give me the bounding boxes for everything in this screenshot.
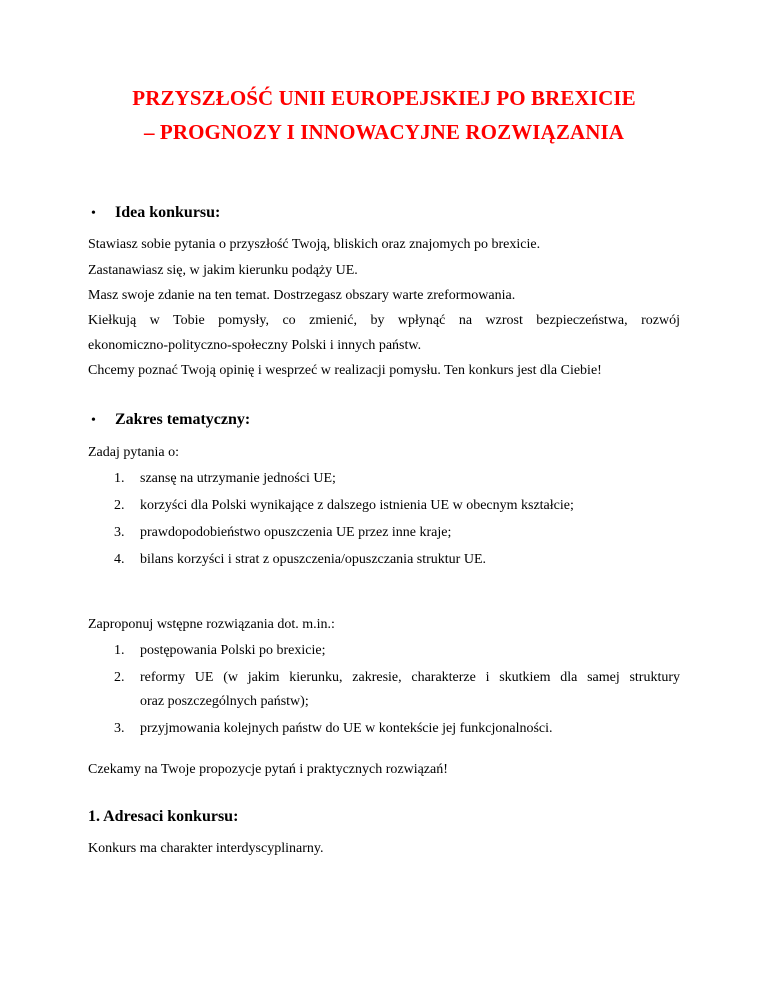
- section-heading-adresaci: 1. Adresaci konkursu:: [88, 808, 239, 825]
- adresaci-text: Konkurs ma charakter interdyscyplinarny.: [88, 841, 324, 856]
- list-item: [114, 643, 325, 659]
- list-item: [114, 471, 336, 487]
- list-number: 2.: [114, 498, 125, 513]
- idea-line: Zastanawiasz się, w jakim kierunku podąży UE.: [88, 263, 358, 278]
- list-text: postępowania Polski po brexicie;: [140, 643, 326, 658]
- closing-line: Czekamy na Twoje propozycje pytań i praktycznych rozwiązań!: [88, 762, 448, 777]
- idea-line: Kiełkują w Tobie pomysły, co zmienić, by wpłynąć na wzrost bezpieczeństwa, rozwój: [88, 313, 680, 328]
- idea-line: ekonomiczno-polityczno-społeczny Polski i innych państw.: [88, 338, 422, 353]
- list-text: prawdopodobieństwo opuszczenia UE przez inne kraje;: [140, 525, 452, 540]
- idea-line: Stawiasz sobie pytania o przyszłość Twoją, bliskich oraz znajomych po brexicie.: [88, 237, 541, 252]
- document-title-line-2: – PROGNOZY I INNOWACYJNE ROZWIĄZANIA: [143, 120, 625, 144]
- section-heading-zakres: Zakres tematyczny:: [115, 411, 251, 428]
- list-item: [114, 498, 574, 514]
- bullet-icon: •: [91, 206, 96, 221]
- list-text: korzyści dla Polski wynikające z dalszego istnienia UE w obecnym kształcie;: [140, 498, 574, 513]
- list-text: bilans korzyści i strat z opuszczenia/opuszczania struktur UE.: [140, 552, 486, 567]
- list-number: 1.: [114, 643, 125, 658]
- idea-line: Chcemy poznać Twoją opinię i wesprzeć w realizacji pomysłu. Ten konkurs jest dla Ciebie!: [88, 363, 602, 378]
- section-heading-idea: Idea konkursu:: [115, 204, 221, 221]
- zakres-intro-2: Zaproponuj wstępne rozwiązania dot. m.in.:: [88, 617, 335, 632]
- idea-line: Masz swoje zdanie na ten temat. Dostrzegasz obszary warte zreformowania.: [88, 288, 516, 303]
- list-number: 2.: [114, 670, 125, 685]
- bullet-icon: •: [91, 413, 96, 428]
- list-text: szansę na utrzymanie jedności UE;: [140, 471, 336, 486]
- list-number: 3.: [114, 525, 125, 540]
- zakres-intro: Zadaj pytania o:: [88, 445, 179, 460]
- list-item: [114, 552, 486, 568]
- list-text: przyjmowania kolejnych państw do UE w kontekście jej funkcjonalności.: [140, 721, 553, 736]
- list-number: 1.: [114, 471, 125, 486]
- list-item: [114, 670, 140, 686]
- list-number: 4.: [114, 552, 125, 567]
- list-text-continued: oraz poszczególnych państw);: [140, 694, 309, 709]
- list-number: 3.: [114, 721, 125, 736]
- document-title-line-1: PRZYSZŁOŚĆ UNII EUROPEJSKIEJ PO BREXICIE: [132, 86, 636, 110]
- list-item: [114, 721, 553, 737]
- list-text: reformy UE (w jakim kierunku, zakresie, charakterze i skutkiem dla samej struktury: [140, 670, 680, 685]
- list-item: [114, 525, 451, 541]
